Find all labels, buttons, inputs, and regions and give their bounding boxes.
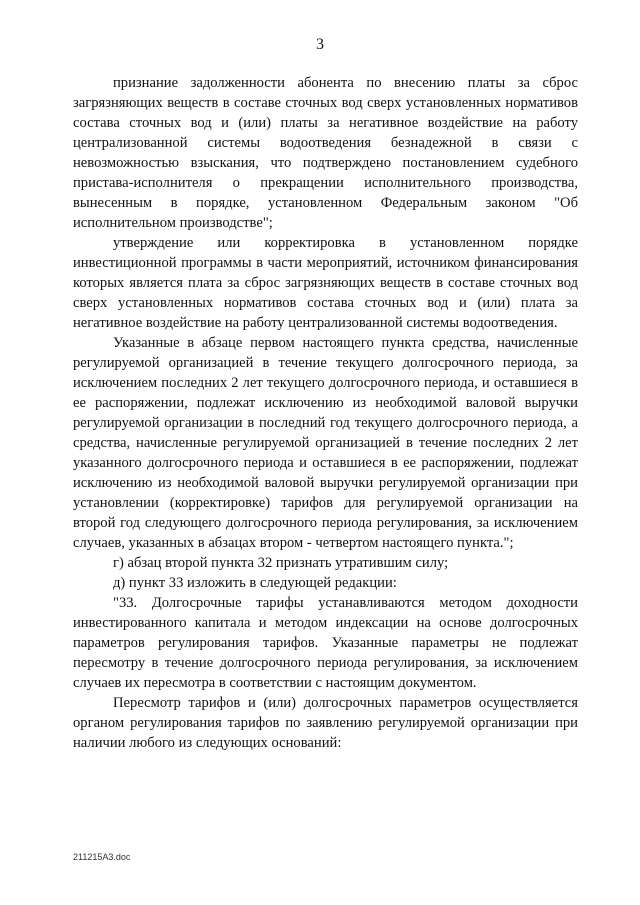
document-file-id: 211215А3.doc [73,852,131,862]
paragraph-item-d: д) пункт 33 изложить в следующей редакции: [113,575,397,591]
paragraph-debt-recognition: признание задолженности абонента по внесению платы за сброс загрязняющих веществ в составе сточных вод сверх установленных нормативов состава сточных вод и (или) платы за негативное воздействие на работу централизованной системы водоотведения безнадежной в связи с невозможностью взыскания, что подтверждено постановлением судебного пристава-исполнителя о прекращении исполнительного производства, вынесенным в порядке, установленном Федеральным законом "Об исполнительном производстве"; [73,75,578,231]
paragraph-funds-exclusion: Указанные в абзаце первом настоящего пункта средства, начисленные регулируемой организацией в течение текущего долгосрочного периода, за исключением последних 2 лет текущего долгосрочного периода, и оставшиеся в ее распоряжении, подлежат исключению из необходимой валовой выручки регулируемой организации в последний год текущего долгосрочного периода, а средства, начисленные регулируемой организацией в течение последних 2 лет указанного долгосрочного периода и оставшиеся в ее распоряжении, подлежат исключению из необходимой валовой выручки регулируемой организации при установлении (корректировке) тарифов для регулируемой организации на второй год следующего долгосрочного периода регулирования, за исключением случаев, указанных в абзацах втором - четвертом настоящего пункта."; [73,335,578,551]
paragraph-investment-program: утверждение или корректировка в установленном порядке инвестиционной программы в части мероприятий, источником финансирования которых является плата за сброс загрязняющих веществ в составе сточных вод сверх установленных нормативов состава сточных вод и (или) плата за негативное воздействие на работу централизованной системы водоотведения. [73,235,578,331]
paragraph-item-g: г) абзац второй пункта 32 признать утратившим силу; [113,555,449,571]
body-text [73,73,578,753]
paragraph-revision: Пересмотр тарифов и (или) долгосрочных параметров осуществляется органом регулирования тарифов по заявлению регулируемой организации при наличии любого из следующих оснований: [73,695,578,751]
paragraph-clause-33: "33. Долгосрочные тарифы устанавливаются методом доходности инвестированного капитала и методом индексации на основе долгосрочных параметров регулирования тарифов. Указанные параметры не подлежат пересмотру в течение долгосрочного периода регулирования, за исключением случаев их пересмотра в соответствии с настоящим документом. [73,595,578,691]
page-number: 3 [316,36,324,53]
